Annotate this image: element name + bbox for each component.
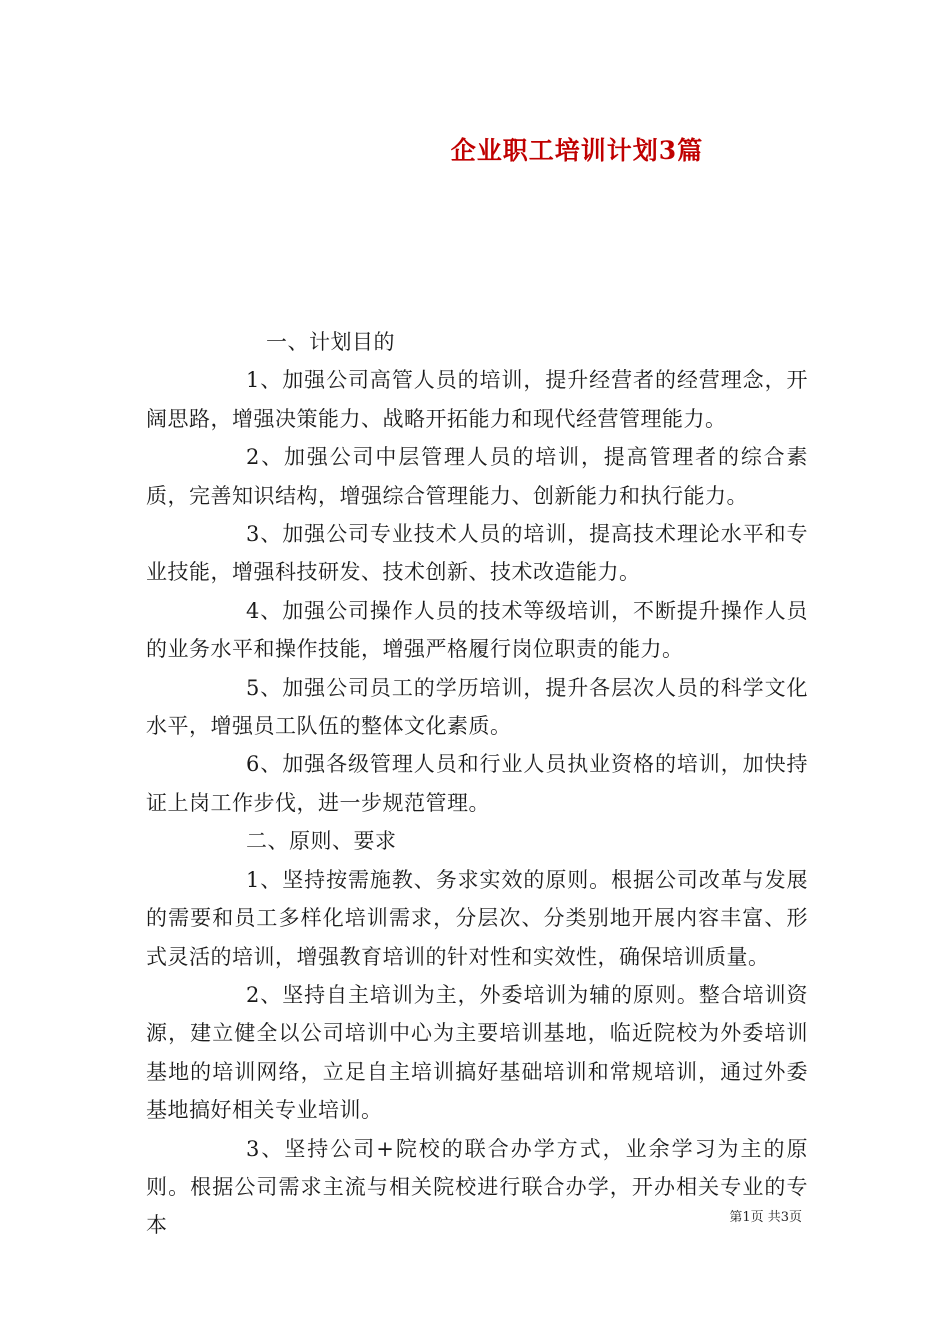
paragraph: 2、坚持自主培训为主，外委培训为辅的原则。整合培训资源，建立健全以公司培训中心为主要培训基地，临近院校为外委培训基地的培训网络，立足自主培训搞好基础培训和常规培训，通过外委基地搞好相关专业培训。 (146, 982, 808, 1123)
paragraph: 6、加强各级管理人员和行业人员执业资格的培训，加快持证上岗工作步伐，进一步规范管理。 (146, 752, 808, 815)
paragraph: 3、坚持公司+院校的联合办学方式，业余学习为主的原则。根据公司需求主流与相关院校进行联合办学，开办相关专业的专本 (146, 1136, 808, 1238)
page-number: 第1页 共3页 (729, 1210, 802, 1225)
section-heading: 一、计划目的 (266, 330, 395, 354)
paragraph: 1、加强公司高管人员的培训，提升经营者的经营理念，开阔思路，增强决策能力、战略开拓能力和现代经营管理能力。 (146, 368, 808, 431)
paragraph: 2、加强公司中层管理人员的培训，提高管理者的综合素质，完善知识结构，增强综合管理能力、创新能力和执行能力。 (146, 445, 808, 508)
paragraph: 4、加强公司操作人员的技术等级培训，不断提升操作人员的业务水平和操作技能，增强严格履行岗位职责的能力。 (146, 598, 808, 662)
section-heading: 二、原则、要求 (246, 829, 397, 854)
paragraph: 1、坚持按需施教、务求实效的原则。根据公司改革与发展的需要和员工多样化培训需求，分层次、分类别地开展内容丰富、形式灵活的培训，增强教育培训的针对性和实效性，确保培训质量。 (146, 867, 808, 969)
document-title: 企业职工培训计划3篇 (450, 136, 704, 165)
document-body (146, 323, 808, 1245)
paragraph: 5、加强公司员工的学历培训，提升各层次人员的科学文化水平，增强员工队伍的整体文化素质。 (146, 675, 808, 739)
paragraph: 3、加强公司专业技术人员的培训，提高技术理论水平和专业技能，增强科技研发、技术创新、技术改造能力。 (146, 522, 808, 585)
